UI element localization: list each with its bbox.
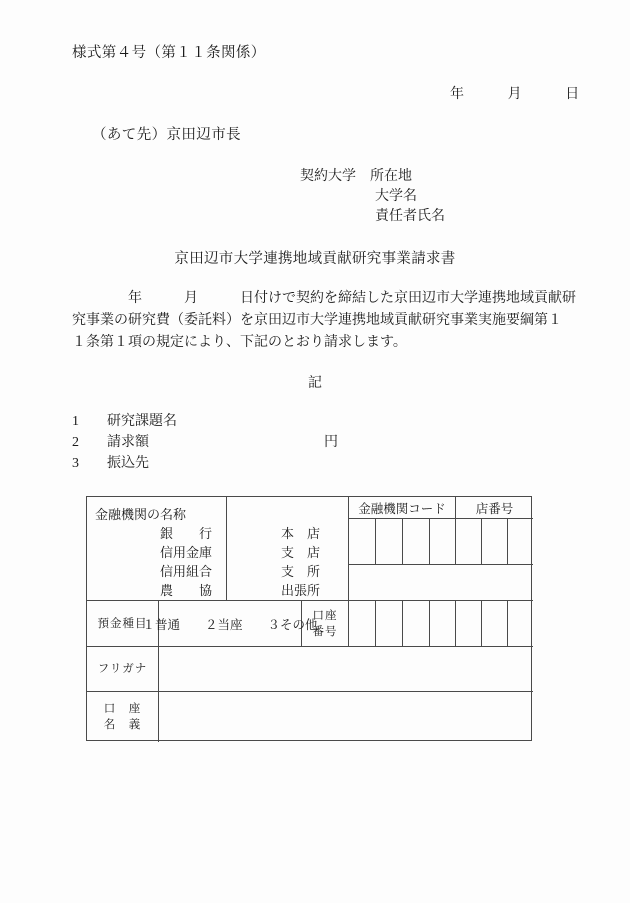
party-label: 契約大学 <box>300 169 356 184</box>
account-number-label-line1: 口座 <box>312 609 338 622</box>
body-line-2: 究事業の研究費（委託料）を京田辺市大学連携地域貢献研究事業実施要綱第１ <box>72 313 562 328</box>
institution-name-label: 金融機関の名称 <box>95 507 187 522</box>
branch-type-list <box>227 524 348 600</box>
institution-type-bank: 銀 行 <box>159 526 212 541</box>
account-holder-label-cell <box>87 692 159 742</box>
branch-code-label: 店番号 <box>475 501 514 516</box>
branch-code-label-cell <box>456 497 533 519</box>
item-number-1: 1 <box>72 414 79 429</box>
account-number-digit-2[interactable] <box>376 601 403 647</box>
branch-type-head-office: 本 店 <box>280 526 320 541</box>
bank-account-table <box>86 496 532 741</box>
branch-type-sub-branch: 支 所 <box>280 564 320 579</box>
bank-code-label-cell <box>349 497 456 519</box>
item-row-2 <box>72 432 338 453</box>
body-line-1: 年 月 日付けで契約を締結した京田辺市大学連携地域貢献研 <box>72 291 576 306</box>
body-paragraph <box>72 288 576 354</box>
furigana-value-cell[interactable] <box>159 647 533 692</box>
furigana-label: フリガナ <box>97 663 148 675</box>
item-row-1 <box>72 411 177 432</box>
code-area-blank-cell <box>349 565 533 601</box>
bank-code-label: 金融機関コード <box>358 501 446 516</box>
item-number-3: 3 <box>72 456 79 471</box>
deposit-type-label: 預金種目 <box>97 617 148 630</box>
branch-type-agency: 出張所 <box>280 583 320 598</box>
institution-name-cell <box>87 497 227 601</box>
ki-marker: 記 <box>308 376 322 391</box>
bank-code-digit-1[interactable] <box>349 519 376 565</box>
bank-code-digit-4[interactable] <box>430 519 456 565</box>
account-number-digit-1[interactable] <box>349 601 376 647</box>
account-number-digit-6[interactable] <box>482 601 508 647</box>
item-currency-unit: 円 <box>324 435 338 450</box>
account-holder-label-line2: 名 義 <box>103 719 142 731</box>
form-number: 様式第４号（第１１条関係） <box>72 45 266 61</box>
account-holder-label-line1: 口 座 <box>103 703 142 715</box>
item-row-3 <box>72 453 177 474</box>
addressee-line: （あて先）京田辺市長 <box>92 127 241 143</box>
account-number-digit-5[interactable] <box>456 601 482 647</box>
institution-type-credit-union: 信用組合 <box>159 564 212 579</box>
furigana-label-cell <box>87 647 159 692</box>
party-address-label: 所在地 <box>370 169 412 184</box>
item-label-3: 振込先 <box>107 456 149 471</box>
deposit-type-options-cell[interactable] <box>142 601 318 647</box>
institution-type-agricultural: 農 協 <box>159 583 212 598</box>
account-number-label-line2: 番号 <box>312 625 338 638</box>
account-holder-value-cell[interactable] <box>159 692 533 742</box>
branch-type-branch: 支 店 <box>280 545 320 560</box>
party-row-address <box>300 167 445 187</box>
branch-code-digit-2[interactable] <box>482 519 508 565</box>
account-number-digit-7[interactable] <box>508 601 533 647</box>
branch-code-digit-3[interactable] <box>508 519 533 565</box>
contracting-university-block <box>300 167 445 227</box>
account-number-label-cell <box>302 601 349 647</box>
account-number-digit-3[interactable] <box>403 601 430 647</box>
bank-code-digit-3[interactable] <box>403 519 430 565</box>
item-label-2: 請求額 <box>107 435 149 450</box>
page-title: 京田辺市大学連携地域貢献研究事業請求書 <box>174 251 456 267</box>
account-number-digit-4[interactable] <box>430 601 456 647</box>
item-list <box>72 411 338 474</box>
party-row-representative: 責任者氏名 <box>375 209 445 224</box>
item-number-2: 2 <box>72 435 79 450</box>
deposit-type-options: １普通 ２当座 ３その他 <box>142 617 318 632</box>
bank-code-digit-2[interactable] <box>376 519 403 565</box>
institution-type-shinkin: 信用金庫 <box>159 545 212 560</box>
institution-type-list <box>87 524 226 600</box>
branch-code-digit-1[interactable] <box>456 519 482 565</box>
branch-type-cell <box>227 497 349 601</box>
body-line-3: １条第１項の規定により、下記のとおり請求します。 <box>72 335 407 350</box>
item-label-1: 研究課題名 <box>107 414 177 429</box>
date-line: 年 月 日 <box>450 87 580 102</box>
party-row-university: 大学名 <box>375 189 417 204</box>
